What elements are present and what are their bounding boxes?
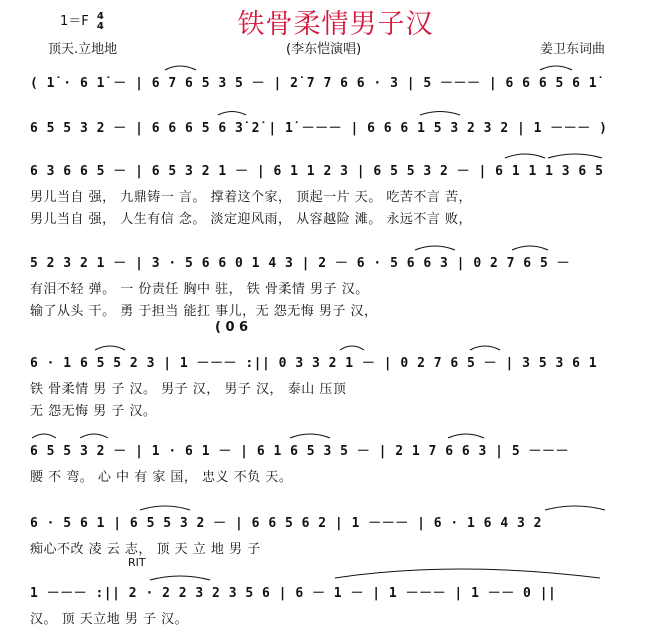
slur-arc	[470, 346, 500, 350]
album-name: 顶天.立地地	[48, 42, 118, 57]
key-label: 1＝F	[60, 14, 89, 29]
score-row-8: 1 －－－ :|| 2 · 2 2 3 2 3 5 6 | 6 － 1 － | 1 －－－ | 1 －－ 0 ||	[30, 586, 557, 601]
slur-arc	[505, 154, 545, 158]
slur-arc	[95, 346, 125, 350]
slur-arc	[290, 434, 330, 438]
time-sig-top: 4	[96, 10, 104, 22]
slur-arc	[512, 246, 548, 250]
slur-arc	[165, 66, 196, 70]
lyric-row-4-verse-2: 输了从头 干。 勇 于担当 能扛 事儿，无 怨无悔 男子 汉，	[30, 304, 378, 319]
lyric-row-3-verse-2: 男儿当自 强， 人生有信 念。 淡定迎风雨， 从容越险 滩。 永远不言 败，	[30, 212, 473, 227]
ritardando-mark: RIT	[128, 556, 146, 569]
slur-arc	[540, 66, 572, 70]
slur-arc	[420, 112, 460, 116]
lyric-row-5-verse-1: 铁 骨柔情 男 子 汉。 男子 汉， 男子 汉， 泰山 压顶	[30, 382, 347, 397]
score-row-5: 6 · 1 6 5 5 2 3 | 1 －－－ :|| 0 3 3 2 1 － | 0 2 7 6 5 － | 3 5 3 6 1	[30, 356, 598, 371]
slur-arc	[140, 506, 190, 510]
lyric-row-6: 腰 不 弯。 心 中 有 家 国， 忠义 不负 天。	[30, 470, 293, 485]
slur-arc	[218, 112, 246, 116]
slur-arc	[545, 506, 605, 510]
slur-arc	[448, 434, 484, 438]
slur-arc	[335, 569, 600, 578]
slur-arc	[548, 154, 602, 158]
song-title: 铁骨柔情男子汉	[237, 9, 434, 40]
slur-arc	[32, 434, 56, 438]
slur-arc	[340, 346, 364, 350]
lyric-row-5-verse-2: 无 怨无悔 男 子 汉。	[30, 404, 157, 419]
score-row-3: 6 3 6 6 5 － | 6 5 3 2 1 － | 6 1 1 2 3 | 6 5 5 3 2 － | 6 1 1 1 3 6 5	[30, 164, 604, 179]
score-row-6: 6 5 5 3 2 － | 1 · 6 1 － | 6 1 6 5 3 5 － | 2 1 7 6 6 3 | 5 －－－	[30, 444, 569, 459]
lyric-row-7: 痴心不改 凌 云 志， 顶 天 立 地 男 子	[30, 542, 261, 557]
score-row-1: ( 1̇ · 6 1̇ － | 6 7 6 5 3 5 － | 2̇ 7 7 6 6 · 3 | 5 －－－ | 6 6 6 5 6 1̇	[30, 76, 598, 91]
slur-arc	[80, 434, 108, 438]
lyric-row-8: 汉。 顶 天立地 男 子 汉。	[30, 612, 189, 627]
score-row-4: 5 2 3 2 1 － | 3 · 5 6 6 0 1 4 3 | 2 － 6 · 5 6 6 3 | 0 2 7 6 5 －	[30, 256, 571, 271]
pickup-notes: ( 0 6	[215, 320, 249, 335]
time-sig-bottom: 4	[96, 20, 104, 32]
performer-credit: (李东恺演唱)	[286, 42, 362, 57]
lyric-row-4-verse-1: 有泪不轻 弹。 一 份责任 胸中 驻， 铁 骨柔情 男子 汉。	[30, 282, 369, 297]
composer-credit: 姜卫东词曲	[540, 42, 606, 57]
score-row-7: 6 · 5 6 1 | 6 5 5 3 2 － | 6 6 5 6 2 | 1 －－－ | 6 · 1 6 4 3 2	[30, 516, 542, 531]
slur-arc	[415, 246, 455, 250]
score-row-2: 6 5 5 3 2 － | 6 6 6 5 6 3̇ 2̇ | 1̇ －－－ | 6 6 6 1 5 3 2 3 2 | 1 －－－ )	[30, 121, 608, 136]
slur-arc	[150, 576, 210, 580]
lyric-row-3-verse-1: 男儿当自 强， 九鼎铸一 言。 撑着这个家， 顶起一片 天。 吃苦不言 苦，	[30, 190, 473, 205]
